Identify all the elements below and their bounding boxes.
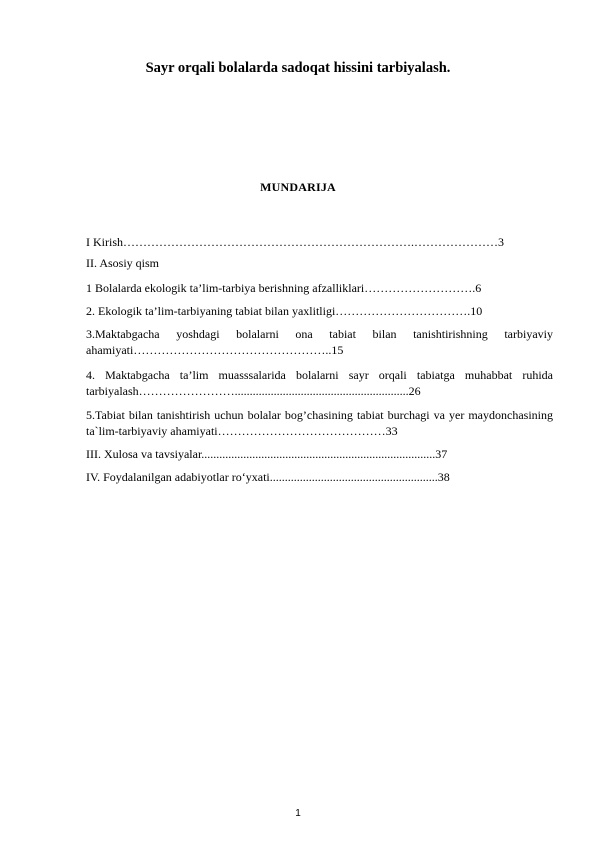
toc-entry-section-5: 5.Tabiat bilan tanishtirish uchun bolalar bog’chasining tabiat burchagi va yer maydonchasining ta`lim-tarbiyaviy ahamiyati……………………………………33 — [86, 408, 553, 438]
toc-entry-section-3: 3.Maktabgacha yoshdagi bolalarni ona tabiat bilan tanishtirishning tarbiyaviy ahamiyati…………………………………………..15 — [86, 327, 553, 357]
toc-entry-section-4: 4. Maktabgacha ta’lim muasssalarida bolalarni sayr orqali tabiatga muhabbat ruhida tarbiyalash……………………..........................................................26 — [86, 368, 553, 398]
toc-entry-main-part: II. Asosiy qism — [86, 256, 160, 270]
toc-entry-conclusion: III. Xulosa va tavsiyalar..............................................................................37 — [86, 447, 448, 461]
page-title: Sayr orqali bolalarda sadoqat hissini tarbiyalash. — [145, 60, 451, 76]
toc-entry-references: IV. Foydalanilgan adabiyotlar ro‘yxati........................................................38 — [86, 470, 450, 484]
page-number: 1 — [295, 808, 301, 819]
toc-entry-section-2: 2. Ekologik ta’lim-tarbiyaning tabiat bilan yaxlitligi…………………………….10 — [86, 304, 483, 318]
toc-entry-section-1: 1 Bolalarda ekologik ta’lim-tarbiya berishning afzalliklari……………………….6 — [86, 281, 482, 295]
toc-heading: MUNDARIJA — [260, 180, 336, 194]
table-of-contents — [86, 234, 553, 485]
toc-entry-introduction: I Kirish……………………………………………………………….…………………3 — [86, 235, 504, 249]
